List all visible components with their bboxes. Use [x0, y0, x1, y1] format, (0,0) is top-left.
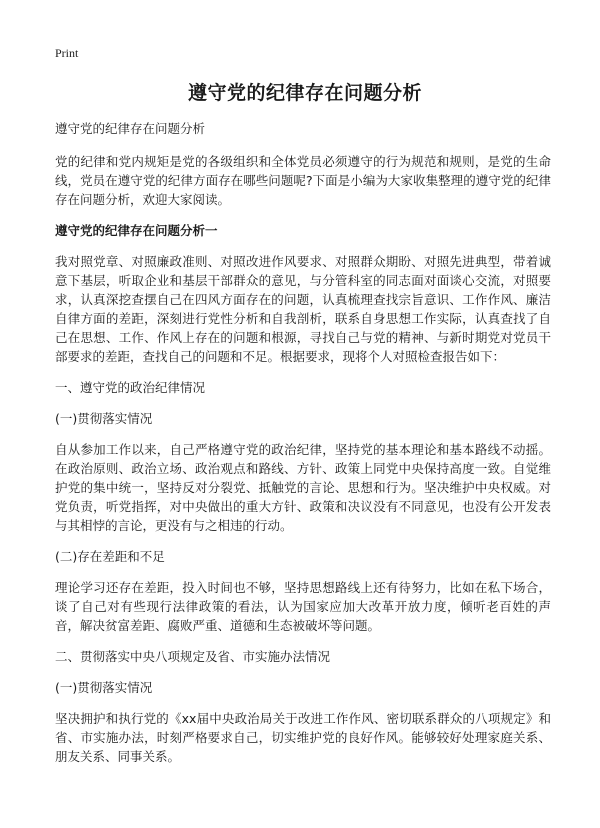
intro-paragraph: 党的纪律和党内规矩是党的各级组织和全体党员必须遵守的行为规范和规则，是党的生命线，党员在遵守党的纪律方面存在哪些问题呢?下面是小编为大家收集整理的遵守党的纪律存在问题分析，欢迎大家阅读。: [55, 154, 551, 207]
page-title: 遵守党的纪律存在问题分析: [187, 82, 422, 104]
article-body: [55, 119, 551, 778]
body-paragraph-3: 理论学习还存在差距，投入时间也不够，坚持思想路线上还有待努力，比如在私下场合，谈了自己对有些现行法律政策的看法，认为国家应加大改革开放力度，倾听老百姓的声音，解决贫富差距、腐败严重、道德和生态被破坏等问题。: [55, 580, 551, 633]
heading-eight-regulations: 二、贯彻落实中央八项规定及省、市实施办法情况: [55, 649, 331, 664]
body-paragraph-2: 自从参加工作以来，自己严格遵守党的政治纪律，坚持党的基本理论和基本路线不动摇。在政治原则、政治立场、政治观点和路线、方针、政策上同党中央保持高度一致。自觉维护党的集中统一，坚持反对分裂党、抵触党的言论、思想和行为。坚决维护中央权威。对党负责，听党指挥，对中央做出的重大方针、政策和决议没有不同意见，也没有公开发表与其相悖的言论，更没有与之相违的行动。: [55, 442, 551, 533]
subheading-implementation-2: (一)贯彻落实情况: [55, 680, 153, 695]
body-paragraph-4: 坚决拥护和执行党的《xx届中央政治局关于改进工作作风、密切联系群众的八项规定》和省、市实施办法，时刻严格要求自己，切实维护党的良好作风。能够较好处理家庭关系、朋友关系、同事关系。: [55, 711, 551, 764]
heading-political-discipline: 一、遵守党的政治纪律情况: [55, 380, 206, 395]
section-heading: 遵守党的纪律存在问题分析一: [55, 223, 218, 238]
subheading-implementation-1: (一)贯彻落实情况: [55, 411, 153, 426]
subheading-gaps: (二)存在差距和不足: [55, 549, 165, 564]
print-link[interactable]: Print: [55, 46, 79, 60]
article-subtitle: 遵守党的纪律存在问题分析: [55, 121, 206, 136]
body-paragraph-1: 我对照党章、对照廉政准则、对照改进作风要求、对照群众期盼、对照先进典型，带着诚意下基层，听取企业和基层干部群众的意见，与分管科室的同志面对面谈心交流，对照要求，认真深挖查摆自己在四风方面存在的问题，认真梳理查找宗旨意识、工作作风、廉洁自律方面的差距，深刻进行党性分析和自我剖析，联系自身思想工作实际，认真查找了自己在思想、工作、作风上存在的问题和根源，寻找自己与党的精神、与新时期党对党员干部要求的差距，查找自己的问题和不足。根据要求，现将个人对照检查报告如下：: [55, 254, 551, 364]
